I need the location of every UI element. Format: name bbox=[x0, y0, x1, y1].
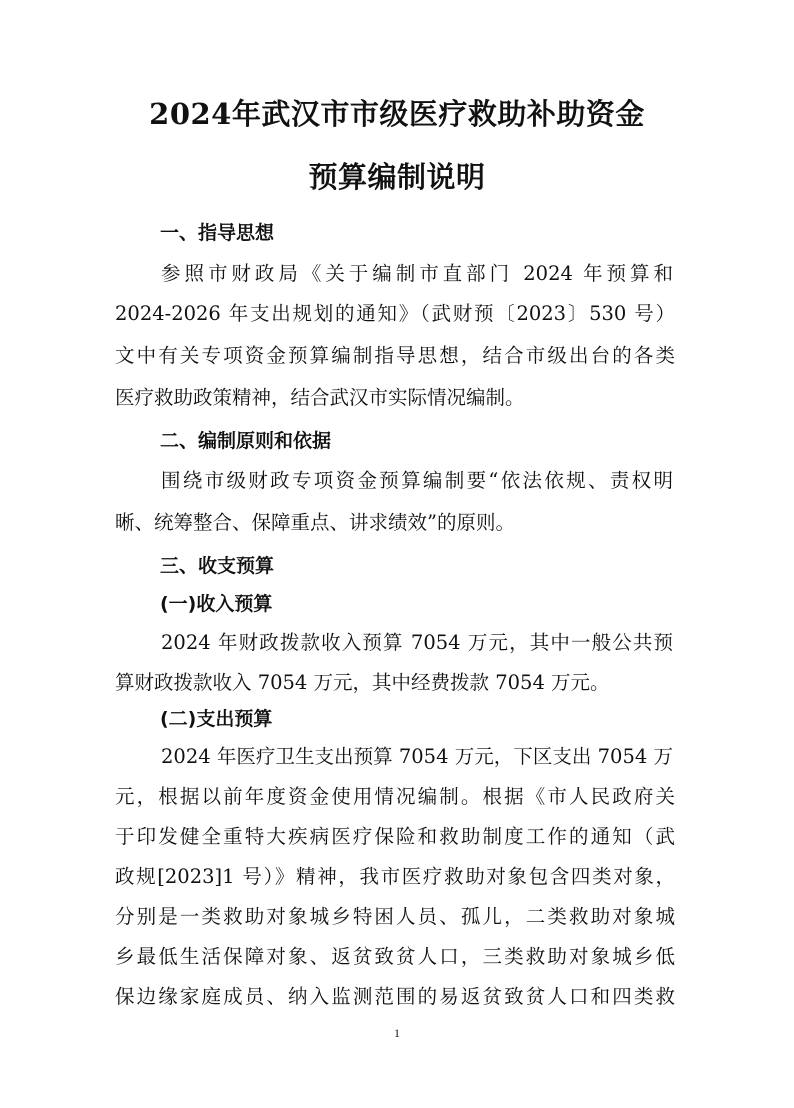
paragraph-line: 围绕市级财政专项资金预算编制要“依法依规、责权明 bbox=[161, 469, 673, 492]
paragraph-line: 晰、统筹整合、保障重点、讲求绩效”的原则。 bbox=[115, 511, 515, 534]
paragraph-line: 分别是一类救助对象城乡特困人员、孤儿，二类救助对象城 bbox=[115, 905, 675, 928]
paragraph-line: 政规[2023]1 号）》精神，我市医疗救助对象包含四类对象， bbox=[115, 865, 675, 888]
paragraph-line: 医疗救助政策精神，结合武汉市实际情况编制。 bbox=[115, 386, 525, 409]
document-title-line-2: 预算编制说明 bbox=[308, 160, 486, 194]
subsection-heading-expenditure: (二)支出预算 bbox=[160, 708, 273, 730]
paragraph-line: 2024-2026 年支出规划的通知》（武财预〔2023〕530 号） bbox=[115, 302, 675, 325]
subsection-heading-income: (一)收入预算 bbox=[160, 593, 273, 615]
section-heading-guiding-ideology: 一、指导思想 bbox=[160, 222, 275, 244]
paragraph-line: 2024 年医疗卫生支出预算 7054 万元，下区支出 7054 万 bbox=[161, 745, 673, 768]
paragraph-line: 算财政拨款收入 7054 万元，其中经费拨款 7054 万元。 bbox=[115, 671, 610, 694]
paragraph-line: 乡最低生活保障对象、返贫致贫人口，三类救助对象城乡低 bbox=[115, 945, 675, 968]
paragraph-line: 2024 年财政拨款收入预算 7054 万元，其中一般公共预 bbox=[161, 631, 673, 654]
section-heading-budget: 三、收支预算 bbox=[160, 555, 275, 577]
paragraph-line: 保边缘家庭成员、纳入监测范围的易返贫致贫人口和四类救 bbox=[115, 985, 675, 1008]
paragraph-line: 文中有关专项资金预算编制指导思想，结合市级出台的各类 bbox=[115, 344, 675, 367]
paragraph-line: 元，根据以前年度资金使用情况编制。根据《市人民政府关 bbox=[115, 785, 675, 808]
document-title-line-1: 2024年武汉市市级医疗救助补助资金 bbox=[149, 97, 645, 131]
section-heading-principles: 二、编制原则和依据 bbox=[160, 430, 332, 452]
paragraph-line: 参照市财政局《关于编制市直部门 2024 年预算和 bbox=[161, 262, 673, 285]
page-number: 1 bbox=[394, 1026, 400, 1040]
paragraph-line: 于印发健全重特大疾病医疗保险和救助制度工作的通知（武 bbox=[115, 825, 675, 848]
